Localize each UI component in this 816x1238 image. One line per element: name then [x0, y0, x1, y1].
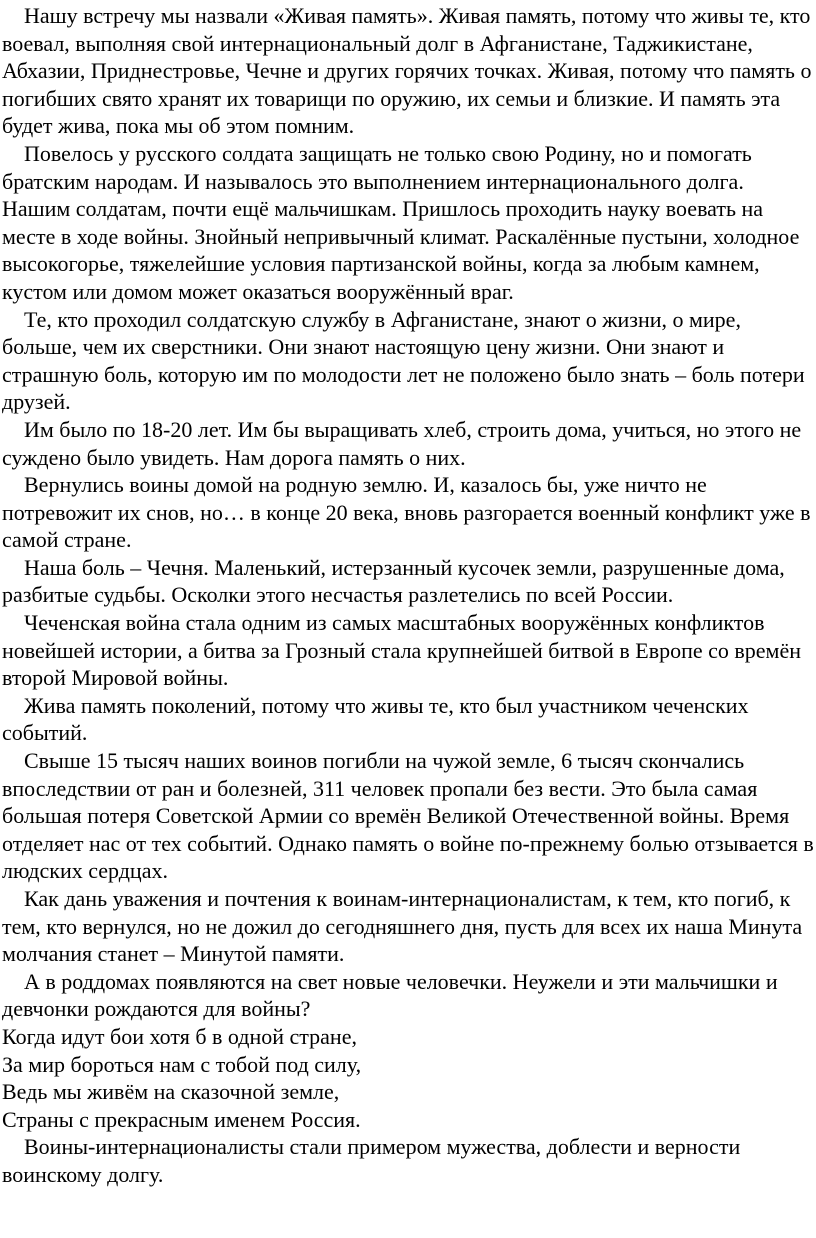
verse-line-4: Страны с прекрасным именем Россия. [2, 1106, 361, 1132]
paragraph-5: Вернулись воины домой на родную землю. И, казалось бы, уже ничто не потревожит их снов, но… в конце 20 века, вновь разгорается военный конфликт уже в самой стране. [2, 472, 811, 553]
paragraph-1: Нашу встречу мы назвали «Живая память». Живая память, потому что живы те, кто воевал, выполняя свой интернациональный долг в Афганистане, Таджикистане, Абхазии, Приднестровье, Чечне и других горячих точках. Живая, потому что память о погибших свято хранят их товарищи по оружию, их семьи и близкие. И память эта будет жива, пока мы об этом помним. [2, 3, 812, 139]
paragraph-11: А в роддомах появляются на свет новые человечки. Неужели и эти мальчишки и девчонки рождаются для войны? [2, 968, 778, 1022]
paragraph-4: Им было по 18-20 лет. Им бы выращивать хлеб, строить дома, учиться, но этого не суждено было увидеть. Нам дорога память о них. [2, 416, 802, 470]
paragraph-3: Те, кто проходил солдатскую службу в Афганистане, знают о жизни, о мире, больше, чем их сверстники. Они знают настоящую цену жизни. Они знают и страшную боль, которую им по молодости лет не положено было знать – боль потери друзей. [2, 306, 805, 415]
paragraph-8: Жива память поколений, потому что живы те, кто был участником чеченских событий. [2, 692, 749, 746]
paragraph-2: Повелось у русского солдата защищать не только свою Родину, но и помогать братским народам. И называлось это выполнением интернационального долга. Нашим солдатам, почти ещё мальчишкам. Пришлось проходить науку воевать на месте в ходе войны. Знойный непривычный климат. Раскалённые пустыни, холодное высокогорье, тяжелейшие условия партизанской войны, когда за любым камнем, кустом или домом может оказаться вооружённый враг. [2, 140, 800, 304]
paragraph-9: Свыше 15 тысяч наших воинов погибли на чужой земле, 6 тысяч скончались впоследствии от ран и болезней, 311 человек пропали без вести. Это была самая большая потеря Советской Армии со времён Великой Отечественной войны. Время отделяет нас от тех событий. Однако память о войне по-прежнему болью отзывается в людских сердцах. [2, 748, 814, 884]
verse-line-1: Когда идут бои хотя б в одной стране, [2, 1023, 357, 1049]
verse-line-3: Ведь мы живём на сказочной земле, [2, 1079, 340, 1105]
paragraph-10: Как дань уважения и почтения к воинам-интернационалистам, к тем, кто погиб, к тем, кто вернулся, но не дожил до сегодняшнего дня, пусть для всех их наша Минута молчания станет – Минутой памяти. [2, 886, 803, 967]
closing-paragraph: Воины-интернационалисты стали примером мужества, доблести и верности воинскому долгу. [2, 1134, 741, 1187]
paragraph-7: Чеченская война стала одним из самых масштабных вооружённых конфликтов новейшей истории, а битва за Грозный стала крупнейшей битвой в Европе со времён второй Мировой войны. [2, 610, 802, 691]
verse-line-2: За мир бороться нам с тобой под силу, [2, 1051, 362, 1077]
paragraph-6: Наша боль – Чечня. Маленький, истерзанный кусочек земли, разрушенные дома, разбитые судьбы. Осколки этого несчастья разлетелись по всей России. [2, 554, 785, 608]
